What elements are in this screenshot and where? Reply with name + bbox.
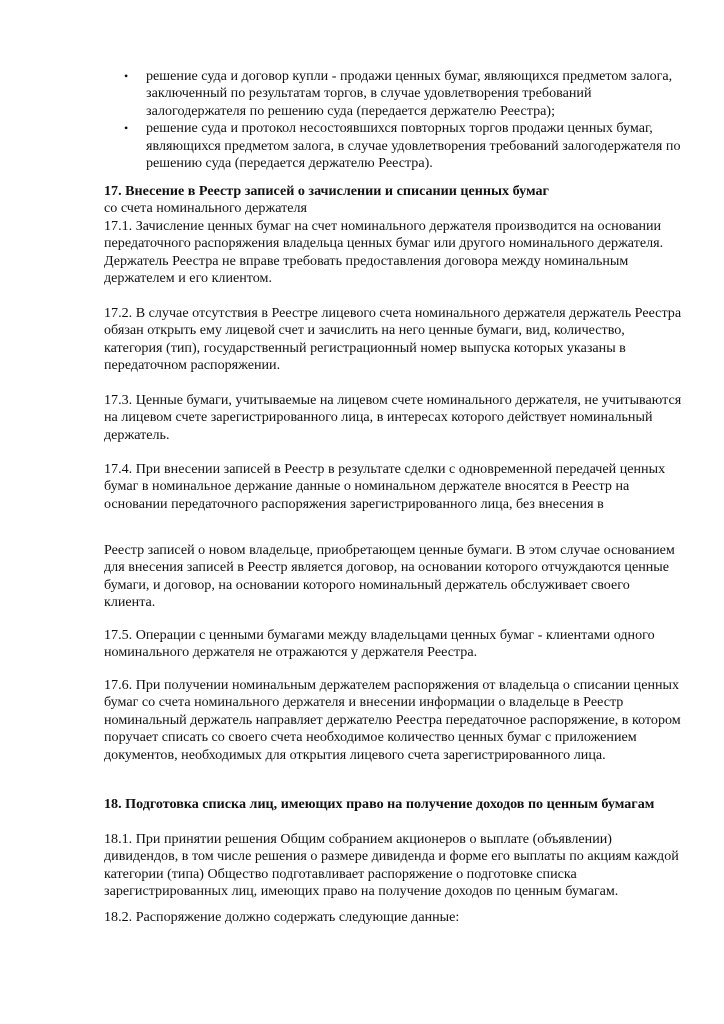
paragraph-18-2: 18.2. Распоряжение должно содержать следующие данные: [104,909,460,925]
section-17-header [104,183,684,218]
paragraph-17-4-continuation: Реестр записей о новом владельце, приобретающем ценные бумаги. В этом случае основанием для внесения записей в Реестр является договор, на основании которого отчуждаются ценные бумаги, и договор, на основании которого номинальный держатель обслуживает своего клиента. [104,542,675,611]
paragraph-17-1: 17.1. Зачисление ценных бумаг на счет номинального держателя производится на основании передаточного распоряжения владельца ценных бумаг или другого номинального держателя. Держатель Реестра не вправе требовать предоставления договора между номинальным держателем и его клиентом. [104,218,664,287]
paragraph-17-5: 17.5. Операции с ценными бумагами между владельцами ценных бумаг - клиентами одного номинального держателя не отражаются у держателя Реестра. [104,627,655,661]
bullet-icon: • [124,121,129,136]
paragraph-17-2: 17.2. В случае отсутствия в Реестре лицевого счета номинального держателя держатель Реестра обязан открыть ему лицевой счет и зачислить на него ценные бумаги, вид, количество, категория (тип), государственный регистрационный номер выпуска которых указаны в передаточном распоряжении. [104,305,682,374]
paragraph-17-4: 17.4. При внесении записей в Реестр в результате сделки с одновременной передачей ценных бумаг в номинальное держание данные о номинальном держателе вносятся в Реестр на основании передаточного распоряжения зарегистрированного лица, без внесения в [104,461,666,512]
bullet-text: решение суда и договор купли - продажи ценных бумаг, являющихся предметом залога, заключенный по результатам торгов, в случае удовлетворения требований залогодержателя по решению суда (передается держателю Реестра); [146,68,673,119]
bullet-text: решение суда и протокол несостоявшихся повторных торгов продажи ценных бумаг, являющихся предметом залога, в случае удовлетворения требований залогодержателя по решению суда (передается держателю Реестра). [146,120,681,172]
section-17-title: 17. Внесение в Реестр записей о зачислении и списании ценных бумаг [104,183,549,199]
paragraph-17-3: 17.3. Ценные бумаги, учитываемые на лицевом счете номинального держателя, не учитываются на лицевом счете зарегистрированного лица, в интересах которого действует номинальный держатель. [104,392,682,443]
bullet-icon: • [124,69,129,83]
paragraph-18-1: 18.1. При принятии решения Общим собранием акционеров о выплате (объявлении) дивидендов, в том числе решения о размере дивиденда и форме его выплаты по акциям каждой категории (типа) Общество подготавливает распоряжение о подготовке списка зарегистрированных лиц, имеющих право на получение доходов по ценным бумагам. [104,831,679,900]
paragraph-17-6: 17.6. При получении номинальным держателем распоряжения от владельца о списании ценных бумаг со счета номинального держателя и внесении информации о владельце в Реестр номинальный держатель направляет держателю Реестра передаточное распоряжение, в котором поручает списать со своего счета необходимое количество ценных бумаг с приложением документов, необходимых для открытия лицевого счета зарегистрированного лица. [104,677,681,763]
section-18-title: 18. Подготовка списка лиц, имеющих право на получение доходов по ценным бумагам [104,796,655,812]
section-17-title-continuation: со счета номинального держателя [104,200,308,217]
bullet-item [104,68,684,120]
bullet-item [104,120,684,172]
bullet-list [104,68,684,172]
